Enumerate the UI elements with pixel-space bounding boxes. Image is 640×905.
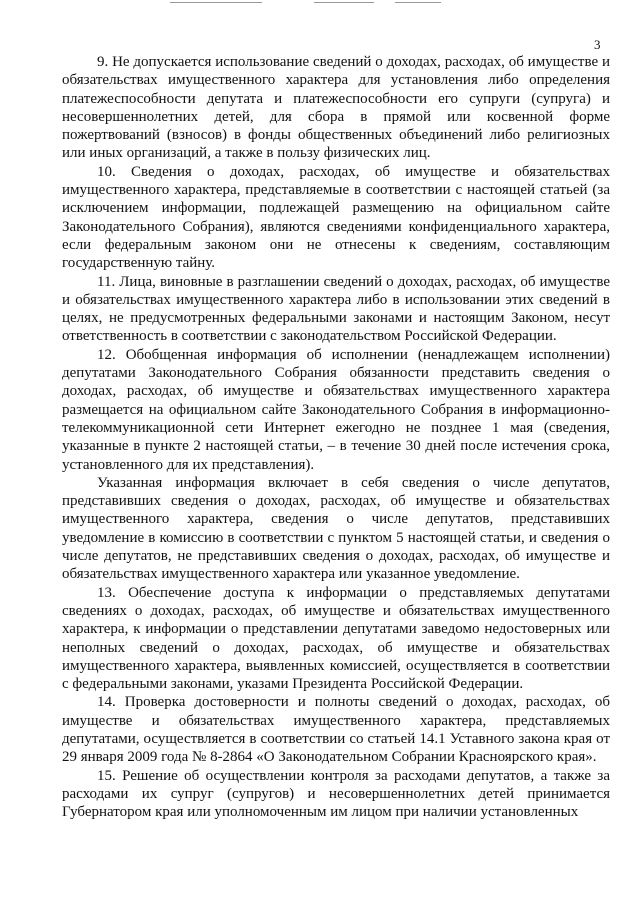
top-rule-right [395,2,441,3]
document-body [62,53,610,821]
paragraph-12: 12. Обобщенная информация об исполнении (ненадлежащем исполнении) депутатами Законодательного Собрания обязанности представить сведения о доходах, расходах, об имуществе и обязательствах имущественного характера размещается на официальном сайте Законодательного Собрания в информационно-телекоммуникационной сети Интернет ежегодно не позднее 1 мая (сведения, указанные в пункте 2 настоящей статьи, – в течение 30 дней после истечения срока, установленного для их представления). [62,346,610,473]
paragraph-10: 10. Сведения о доходах, расходах, об имуществе и обязательствах имущественного характера, представляемые в соответствии с настоящей статьей (за исключением информации, подлежащей размещению на официальном сайте Законодательного Собрания), являются сведениями конфиденциального характера, если федеральным законом они не отнесены к сведениям, составляющим государственную тайну. [62,163,610,272]
paragraph-9: 9. Не допускается использование сведений о доходах, расходах, об имуществе и обязательствах имущественного характера для установления либо определения платежеспособности депутата и платежеспособности его супруги (супруга) и несовершеннолетних детей, для сбора в прямой или косвенной форме пожертвований (взносов) в фонды общественных объединений либо религиозных или иных организаций, а также в пользу физических лиц. [62,54,610,162]
top-rule-left [170,2,262,3]
paragraph-11: 11. Лица, виновные в разглашении сведений о доходах, расходах, об имуществе и обязательствах имущественного характера либо в использовании этих сведений в целях, не предусмотренных федеральными законами и настоящим Законом, несут ответственность в соответствии с законодательством Российской Федерации. [62,273,610,345]
top-rule-center [314,2,374,3]
page-number: 3 [594,37,601,52]
paragraph-12-continuation: Указанная информация включает в себя сведения о числе депутатов, представивших сведения о доходах, расходах, об имуществе и обязательствах имущественного характера, сведения о числе депутатов, представивших уведомление в комиссию в соответствии с пунктом 5 настоящей статьи, и сведения о числе депутатов, не представивших сведения о доходах, расходах, об имуществе и обязательствах имущественного характера или указанное уведомление. [62,474,610,583]
paragraph-14: 14. Проверка достоверности и полноты сведений о доходах, расходах, об имуществе и обязательствах имущественного характера, представляемых депутатами, осуществляется в соответствии со статьей 14.1 Уставного закона края от 29 января 2009 года № 8-2864 «О Законодательном Собрании Красноярского края». [62,694,610,766]
paragraph-15: 15. Решение об осуществлении контроля за расходами депутатов, а также за расходами их супруг (супругов) и несовершеннолетних детей принимается Губернатором края или уполномоченным им лицом при наличии установленных [62,767,610,821]
paragraph-13: 13. Обеспечение доступа к информации о представляемых депутатами сведениях о доходах, расходах, об имуществе и обязательствах имущественного характера, к информации о представлении депутатами заведомо недостоверных или неполных сведений о доходах, расходах, об имуществе и обязательствах имущественного характера, выявленных комиссией, осуществляется в соответствии с федеральными законами, указами Президента Российской Федерации. [62,584,610,693]
